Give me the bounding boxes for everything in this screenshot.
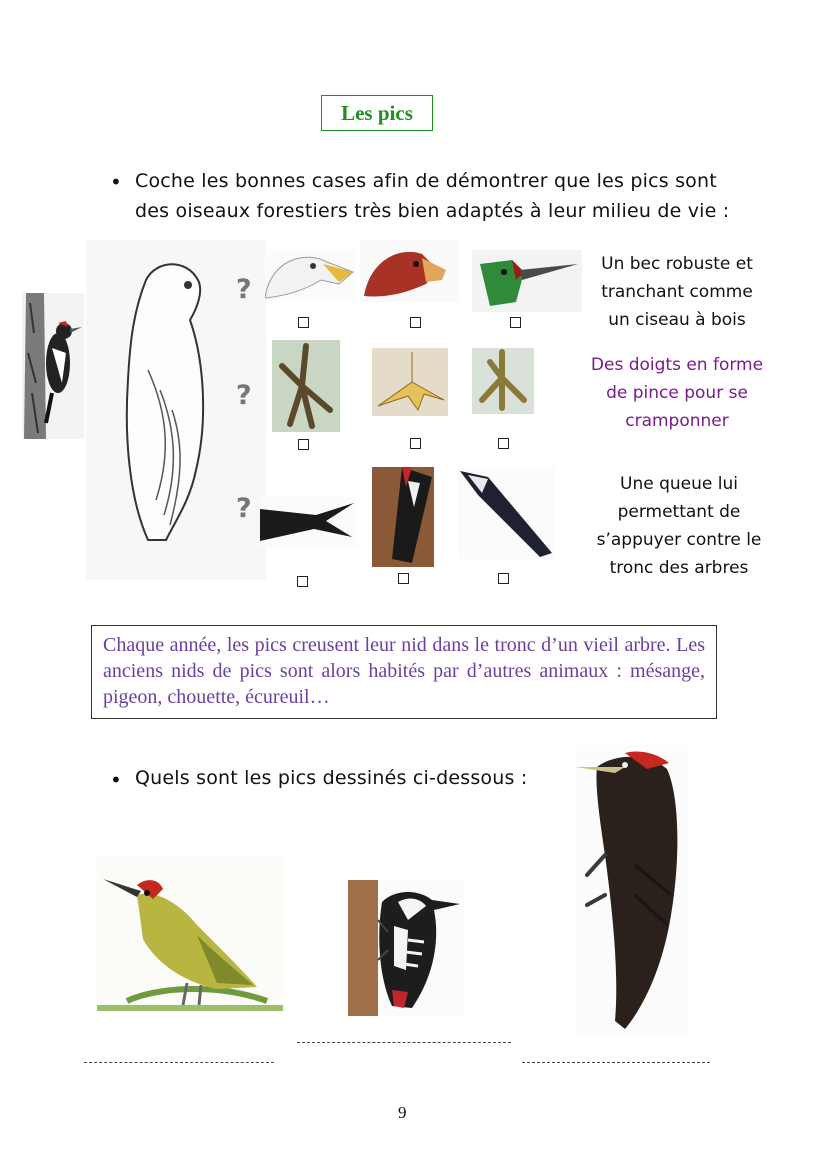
- spotted-woodpecker-image: [348, 880, 464, 1016]
- eagle-beak-image: [265, 250, 355, 300]
- label-tail-line-3: s’appuyer contre le: [596, 530, 762, 550]
- label-tail: [580, 470, 778, 582]
- raptor-foot-image: [472, 348, 534, 414]
- bullet-2: •: [110, 768, 122, 792]
- checkbox-foot-2[interactable]: [410, 438, 421, 449]
- label-tail-line-4: tronc des arbres: [609, 558, 749, 578]
- woodpecker-tail-image: [372, 467, 434, 567]
- black-woodpecker-image: [575, 745, 689, 1035]
- checkbox-tail-3[interactable]: [498, 573, 509, 584]
- info-box: Chaque année, les pics creusent leur nid dans le tronc d’un vieil arbre. Les anciens nids de pics sont alors habités par d’autres animaux : mésange, pigeon, chouette, écureuil…: [91, 625, 717, 719]
- answer-line-middle[interactable]: [297, 1042, 511, 1043]
- checkbox-beak-3[interactable]: [510, 317, 521, 328]
- instruction-line-2: des oiseaux forestiers très bien adaptés à leur milieu de vie :: [135, 200, 730, 222]
- label-feet-line-1: Des doigts en forme: [590, 355, 764, 375]
- answer-line-left[interactable]: [84, 1062, 274, 1063]
- question-mark-2: ?: [236, 380, 252, 411]
- duck-foot-image: [372, 348, 448, 416]
- label-feet: [580, 351, 774, 435]
- answer-line-right[interactable]: [522, 1062, 710, 1063]
- page-number: 9: [398, 1103, 407, 1122]
- woodpecker-beak-image: [472, 250, 582, 312]
- label-beak-line-2: tranchant comme: [601, 282, 753, 302]
- label-feet-line-2: de pince pour se: [606, 383, 748, 403]
- label-beak-line-3: un ciseau à bois: [608, 310, 746, 330]
- label-beak: [580, 250, 774, 334]
- label-beak-line-1: Un bec robuste et: [601, 254, 753, 274]
- finch-beak-image: [360, 240, 460, 302]
- long-tail-image: [458, 467, 554, 559]
- label-tail-line-1: Une queue lui: [620, 474, 738, 494]
- checkbox-beak-1[interactable]: [298, 317, 309, 328]
- question-mark-3: ?: [236, 493, 252, 524]
- forked-tail-image: [260, 497, 356, 547]
- instruction-text: [135, 166, 775, 226]
- checkbox-tail-1[interactable]: [297, 576, 308, 587]
- checkbox-foot-1[interactable]: [298, 439, 309, 450]
- checkbox-foot-3[interactable]: [498, 438, 509, 449]
- label-tail-line-2: permettant de: [617, 502, 741, 522]
- checkbox-tail-2[interactable]: [398, 573, 409, 584]
- instruction-line-1: Coche les bonnes cases afin de démontrer que les pics sont: [135, 170, 717, 192]
- page-title: Les pics: [321, 95, 433, 131]
- question-2-text: Quels sont les pics dessinés ci-dessous :: [135, 767, 528, 789]
- woodpecker-foot-image: [272, 340, 340, 432]
- checkbox-beak-2[interactable]: [410, 317, 421, 328]
- woodpecker-on-trunk-image: [22, 293, 84, 439]
- label-feet-line-3: cramponner: [625, 411, 729, 431]
- green-woodpecker-image: [97, 855, 283, 1011]
- bullet-1: •: [110, 170, 122, 194]
- question-mark-1: ?: [236, 274, 252, 305]
